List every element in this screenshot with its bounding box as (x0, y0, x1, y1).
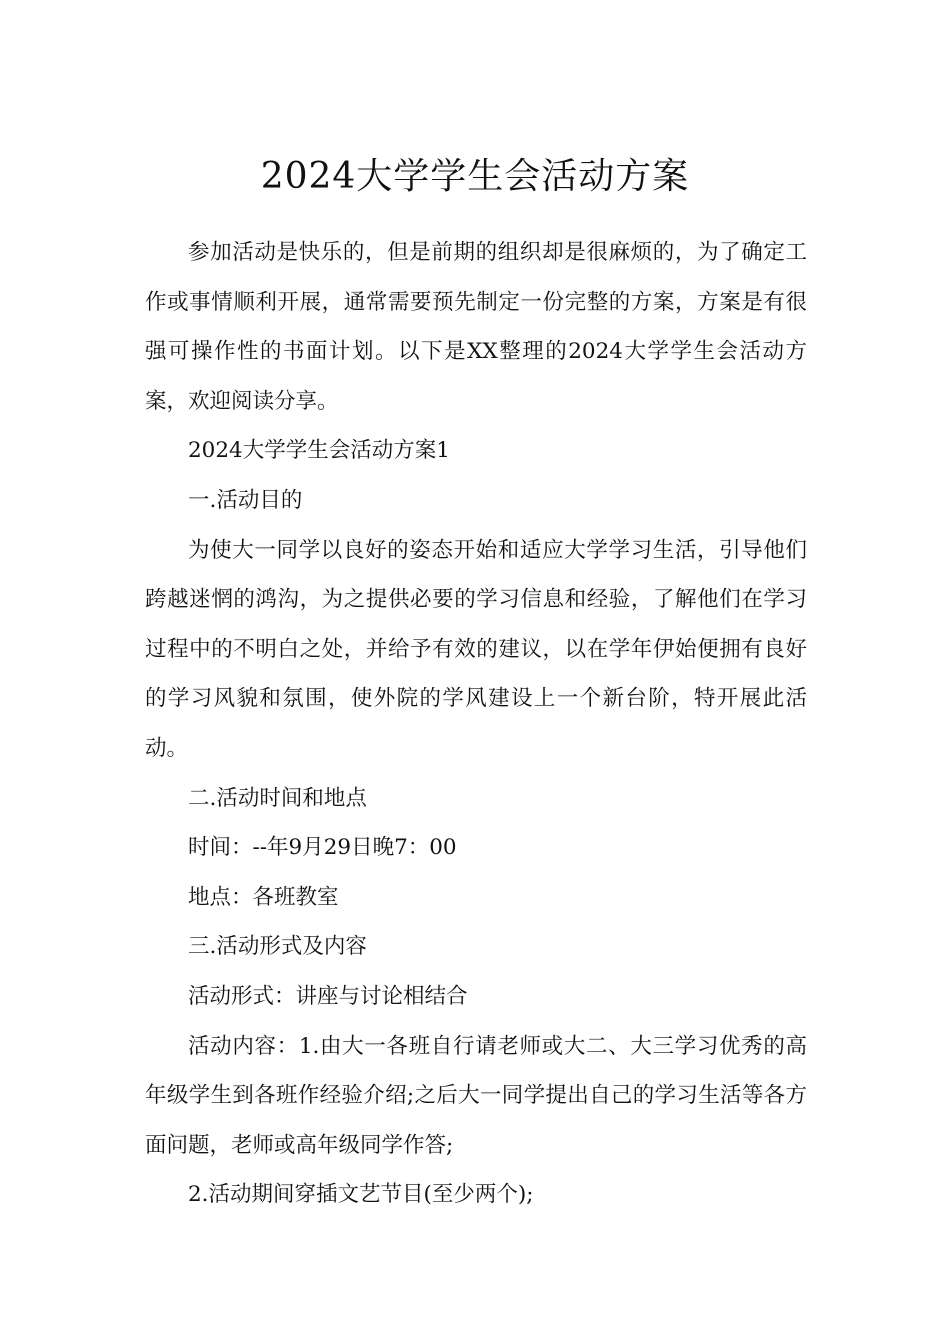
page-title: 2024大学学生会活动方案 (260, 156, 690, 198)
heading-time-and-place: 二.活动时间和地点 (188, 785, 367, 811)
time-line: 时间：--年9月29日晚7：00 (188, 835, 457, 861)
section-heading-plan-1: 2024大学学生会活动方案1 (188, 438, 450, 464)
place-line: 地点：各班教室 (188, 884, 339, 910)
activity-form-line: 活动形式：讲座与讨论相结合 (188, 983, 468, 1009)
document-body (145, 228, 807, 1220)
heading-activity-purpose: 一.活动目的 (188, 487, 303, 513)
intro-paragraph: 参加活动是快乐的，但是前期的组织却是很麻烦的，为了确定工作或事情顺利开展，通常需要预先制定一份完整的方案，方案是有很强可操作性的书面计划。以下是XX整理的2024大学学生会活动方案，欢迎阅读分享。 (145, 240, 807, 414)
activity-content-paragraph: 活动内容：1.由大一各班自行请老师或大二、大三学习优秀的高年级学生到各班作经验介绍;之后大一同学提出自己的学习生活等各方面问题，老师或高年级同学作答; (145, 1033, 807, 1158)
activity-content-item-2: 2.活动期间穿插文艺节目(至少两个); (188, 1182, 534, 1208)
heading-form-and-content: 三.活动形式及内容 (188, 934, 367, 960)
purpose-paragraph: 为使大一同学以良好的姿态开始和适应大学学习生活，引导他们跨越迷惘的鸿沟，为之提供必要的学习信息和经验，了解他们在学习过程中的不明白之处，并给予有效的建议，以在学年伊始便拥有良好的学习风貌和氛围，使外院的学风建设上一个新台阶，特开展此活动。 (145, 537, 807, 761)
